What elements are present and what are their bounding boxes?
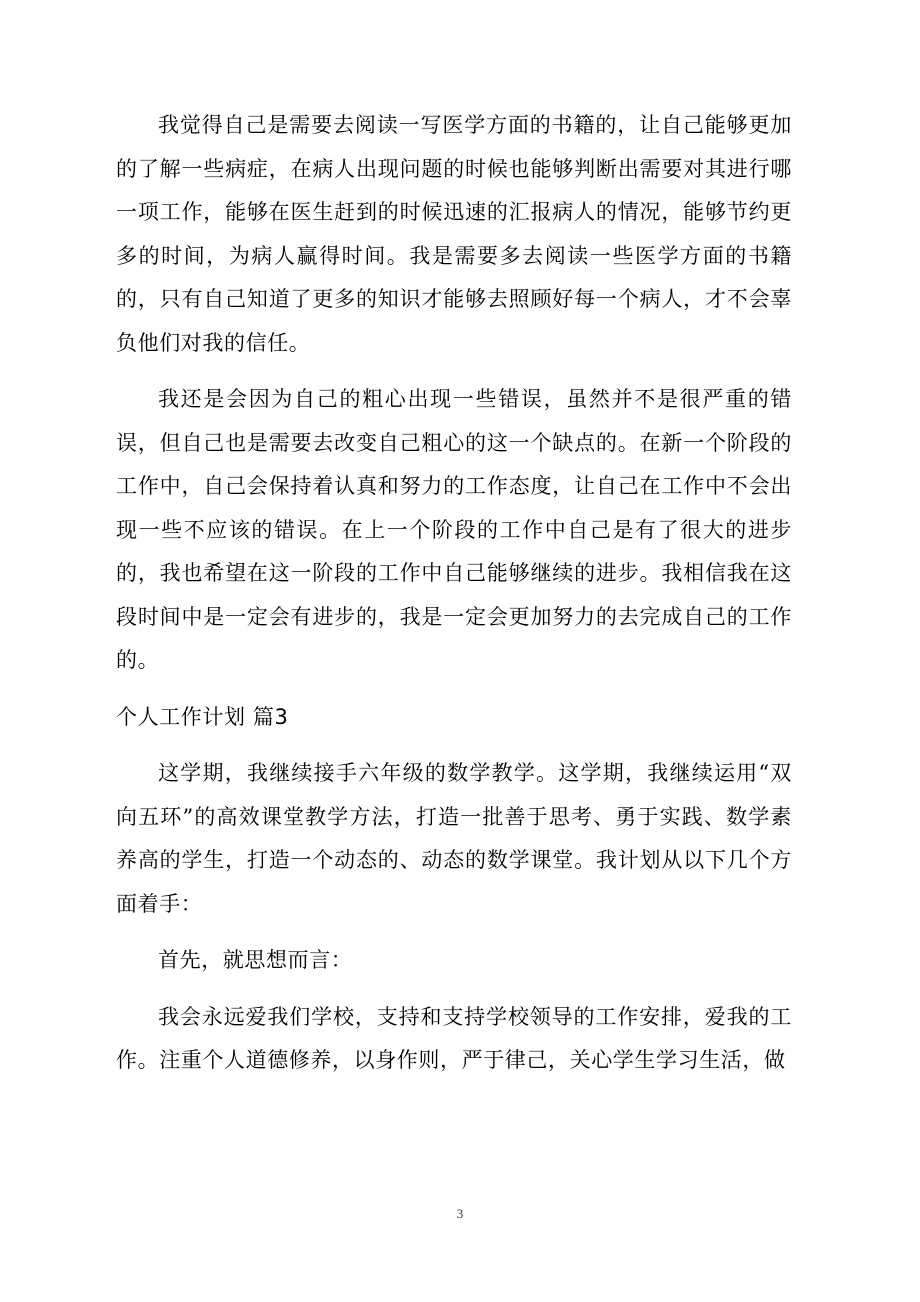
paragraph-ideology-intro: 首先，就思想而言：: [158, 948, 353, 972]
paragraph-medical-reading: 我觉得自己是需要去阅读一写医学方面的书籍的，让自己能够更加的了解一些病症，在病人出现问题的时候也能够判断出需要对其进行哪一项工作，能够在医生赶到的时候迅速的汇报病人的情况，能够节约更多的时间，为病人赢得时间。我是需要多去阅读一些医学方面的书籍的，只有自己知道了更多的知识才能够去照顾好每一个病人，才不会辜负他们对我的信任。: [116, 113, 792, 355]
document-body: [116, 104, 792, 1083]
section-heading: 个人工作计划 篇3: [116, 704, 289, 729]
paragraph-math-teaching: 这学期，我继续接手六年级的数学教学。这学期，我继续运用“双向五环”的高效课堂教学方法，打造一批善于思考、勇于实践、数学素养高的学生，打造一个动态的、动态的数学课堂。我计划从以下几个方面着手：: [116, 761, 792, 916]
paragraph-love-school: 我会永远爱我们学校，支持和支持学校领导的工作安排，爱我的工作。注重个人道德修养，以身作则，严于律己，关心学生学习生活，做: [116, 1004, 792, 1072]
paragraph-carelessness: 我还是会因为自己的粗心出现一些错误，虽然并不是很严重的错误，但自己也是需要去改变自己粗心的这一个缺点的。在新一个阶段的工作中，自己会保持着认真和努力的工作态度，让自己在工作中不会出现一些不应该的错误。在上一个阶段的工作中自己是有了很大的进步的，我也希望在这一阶段的工作中自己能够继续的进步。我相信我在这段时间中是一定会有进步的，我是一定会更加努力的去完成自己的工作的。: [116, 387, 792, 672]
page-number: 3: [456, 1206, 464, 1221]
